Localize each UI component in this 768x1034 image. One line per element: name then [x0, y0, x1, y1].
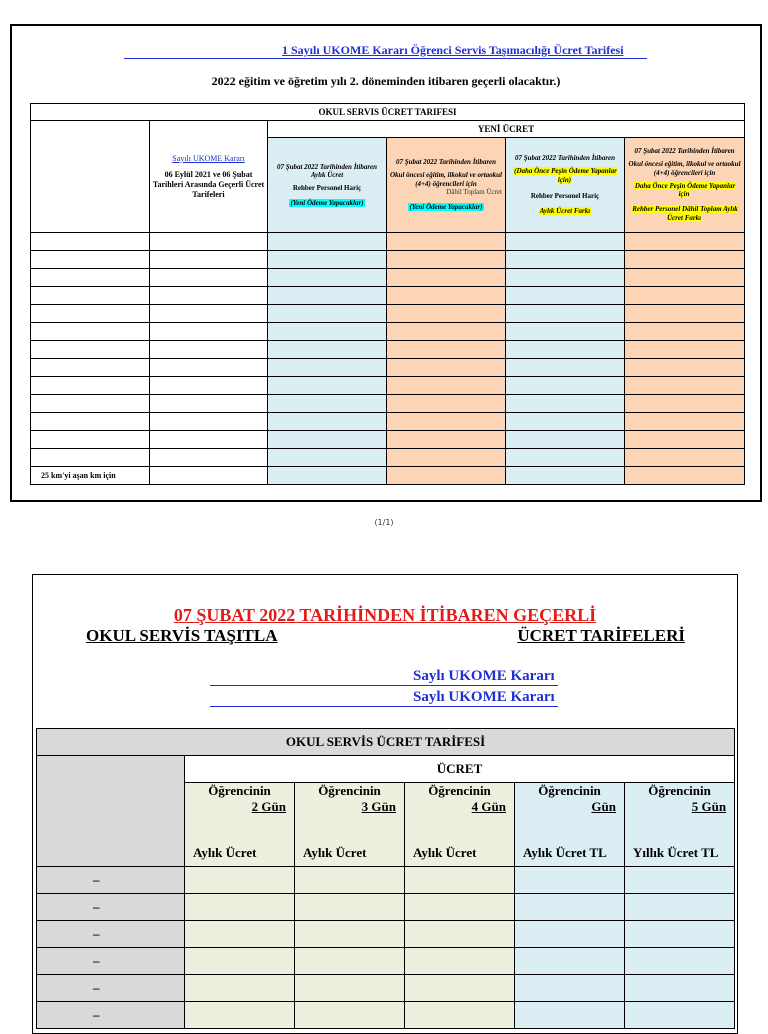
old-rate-text: 06 Eylül 2021 ve 06 Şubat Tarihleri Arasında Geçerli Ücret Tarifeleri [152, 169, 265, 199]
column-header-fee: Aylık Ücret TL [523, 845, 607, 860]
column-header-name: Öğrencinin [318, 783, 381, 798]
col-header-1 [268, 138, 387, 233]
table-cell [268, 377, 387, 395]
table-row [31, 413, 745, 431]
table-cell [31, 323, 150, 341]
table-cell [405, 948, 515, 975]
table-row [31, 431, 745, 449]
table-cell [387, 251, 506, 269]
table-cell [150, 251, 268, 269]
table-cell [268, 359, 387, 377]
col-header-2 [387, 138, 506, 233]
table-row [37, 867, 735, 894]
column-header-name: Öğrencinin [208, 783, 271, 798]
table-cell [515, 948, 625, 975]
table-cell [625, 233, 745, 251]
table-cell [506, 269, 625, 287]
table-cell [506, 431, 625, 449]
table-cell [150, 323, 268, 341]
table-cell [31, 449, 150, 467]
column-header-fee: Yıllık Ücret TL [633, 845, 719, 860]
table-cell [185, 975, 295, 1002]
table-cell [405, 1002, 515, 1029]
table-cell [515, 975, 625, 1002]
empty-header-cell [31, 121, 150, 233]
table-cell [506, 233, 625, 251]
table-row [31, 449, 745, 467]
table-cell [515, 894, 625, 921]
table-cell [150, 395, 268, 413]
table-cell [387, 449, 506, 467]
col-header-4 [625, 138, 745, 233]
table-cell [387, 287, 506, 305]
table-cell [625, 467, 745, 485]
last-row-label: 25 km'yi aşan km için [31, 467, 150, 485]
table-cell [506, 341, 625, 359]
table-cell [268, 449, 387, 467]
table-cell [405, 975, 515, 1002]
table-cell [268, 341, 387, 359]
col3-line2: Rehber Personel Hariç [530, 192, 600, 201]
table-cell [625, 251, 745, 269]
table-cell [295, 921, 405, 948]
ukome-underline-1 [210, 685, 558, 686]
row-label-dash: – [37, 921, 185, 948]
column-header [295, 783, 405, 867]
column-header-fee: Aylık Ücret [303, 845, 367, 860]
table-cell [268, 323, 387, 341]
table-cell [625, 269, 745, 287]
column-header-name: Öğrencinin [428, 783, 491, 798]
page-counter: (1/1) [374, 518, 394, 527]
table-row [31, 323, 745, 341]
table-cell [268, 251, 387, 269]
table-row [31, 287, 745, 305]
table-row [31, 359, 745, 377]
table-row [31, 341, 745, 359]
table-cell [150, 233, 268, 251]
table-cell [31, 359, 150, 377]
page2-subtitle-left: OKUL SERVİS TAŞITLA [86, 626, 278, 645]
ukome-link[interactable]: Sayılı UKOME Kararı [172, 153, 245, 163]
column-header-days: 3 Gün [361, 799, 396, 814]
table-cell [150, 413, 268, 431]
table-cell [405, 867, 515, 894]
table-cell [387, 377, 506, 395]
table-row [37, 948, 735, 975]
table-cell [625, 305, 745, 323]
table-cell [268, 305, 387, 323]
table-cell [625, 894, 735, 921]
col4-highlight1: Daha Önce Peşin Ödeme Yapanlar için [634, 181, 736, 199]
table-cell [405, 894, 515, 921]
table-cell [150, 305, 268, 323]
table-row [31, 467, 745, 485]
column-header [515, 783, 625, 867]
new-fee-header: YENİ ÜCRET [268, 121, 745, 138]
table-cell [150, 431, 268, 449]
table-cell [268, 233, 387, 251]
col3-line1: 07 Şubat 2022 Tarihinden İtibaren [514, 154, 616, 163]
col2-line1: 07 Şubat 2022 Tarihinden İtibaren [395, 158, 497, 167]
col3-highlight1: (Daha Önce Peşin Ödeme Yapanlar için) [514, 166, 617, 184]
table-row [37, 1002, 735, 1029]
table-cell [506, 287, 625, 305]
table-cell [506, 467, 625, 485]
table-cell [405, 921, 515, 948]
table-cell [625, 449, 745, 467]
table-cell [268, 287, 387, 305]
row-label-dash: – [37, 1002, 185, 1029]
fee-header: ÜCRET [185, 756, 735, 783]
row-label-dash: – [37, 948, 185, 975]
col-header-3 [506, 138, 625, 233]
table-cell [185, 894, 295, 921]
column-header-fee: Aylık Ücret [413, 845, 477, 860]
ukome-link-1[interactable]: Saylı UKOME Kararı [413, 668, 555, 684]
table-cell [515, 921, 625, 948]
table-cell [387, 269, 506, 287]
table-cell [506, 323, 625, 341]
page1-title: 1 Sayılı UKOME Kararı Öğrenci Servis Taşımacılığı Ücret Tarifesi [282, 43, 624, 57]
col4-line2: Okul öncesi eğitim, ilkokul ve ortaokul (4+4) öğrencileri için [628, 160, 741, 177]
table-row [31, 377, 745, 395]
table-cell [506, 413, 625, 431]
column-header-name: Öğrencinin [538, 783, 601, 798]
table-cell [625, 377, 745, 395]
table-row [31, 251, 745, 269]
table-cell [625, 975, 735, 1002]
table-cell [506, 251, 625, 269]
table-cell [387, 341, 506, 359]
table-cell [387, 413, 506, 431]
empty-header-cell-2 [37, 756, 185, 867]
col2-line3: Dâhil Toplam Ücret [446, 188, 502, 197]
table-cell [150, 449, 268, 467]
page2-subtitle-right: ÜCRET TARİFELERİ [517, 626, 685, 645]
table2-title: OKUL SERVİS ÜCRET TARİFESİ [37, 729, 735, 756]
table-cell [185, 948, 295, 975]
column-header-days: 5 Gün [691, 799, 727, 814]
row-label-dash: – [37, 867, 185, 894]
table-cell [295, 1002, 405, 1029]
table-title: OKUL SERVIS ÜCRET TARIFESI [31, 104, 745, 121]
table-cell [625, 948, 735, 975]
table-cell [31, 431, 150, 449]
table-cell [387, 233, 506, 251]
table-cell [150, 359, 268, 377]
col1-line1: 07 Şubat 2022 Tarihinden İtibaren Aylık Ücret [276, 162, 378, 180]
table-cell [150, 377, 268, 395]
table-row [37, 921, 735, 948]
ukome-underline-2 [210, 706, 558, 707]
page2-title: 07 ŞUBAT 2022 TARİHİNDEN İTİBAREN GEÇERLİ [173, 605, 597, 625]
table-row [31, 269, 745, 287]
column-header [405, 783, 515, 867]
column-header-name: Öğrencinin [648, 783, 711, 798]
table-cell [295, 867, 405, 894]
table-cell [31, 233, 150, 251]
row-label-dash: – [37, 975, 185, 1002]
document-page-2 [32, 574, 738, 1034]
table-cell [185, 1002, 295, 1029]
table-cell [625, 341, 745, 359]
table-cell [295, 975, 405, 1002]
table-cell [506, 395, 625, 413]
table-cell [625, 1002, 735, 1029]
col3-highlight2: Aylık Ücret Farkı [539, 207, 591, 216]
table-cell [387, 395, 506, 413]
table-cell [31, 251, 150, 269]
table-row [31, 305, 745, 323]
ukome-link-2[interactable]: Saylı UKOME Kararı [413, 689, 555, 705]
table-cell [268, 431, 387, 449]
table-cell [625, 413, 745, 431]
fee-table-2 [36, 728, 735, 1029]
col2-highlight: (Yeni Ödeme Yapacaklar) [409, 203, 483, 212]
table-row [37, 894, 735, 921]
page1-subtitle: 2022 eğitim ve öğretim yılı 2. döneminden itibaren geçerli olacaktır.) [211, 74, 561, 88]
table-cell [185, 867, 295, 894]
column-header-days: Gün [591, 799, 616, 814]
table-cell [31, 305, 150, 323]
table-cell [625, 867, 735, 894]
column-header-days: 2 Gün [251, 799, 286, 814]
table-cell [31, 377, 150, 395]
table-cell [625, 395, 745, 413]
table-cell [31, 413, 150, 431]
fee-table-1 [30, 103, 745, 485]
table-cell [31, 395, 150, 413]
table-row [31, 233, 745, 251]
column-header-days: 4 Gün [471, 799, 506, 814]
table-cell [515, 867, 625, 894]
column-header [185, 783, 295, 867]
col2-line2: Okul öncesi eğitim, ilkokul ve ortaokul (4+4) öğrencileri için [390, 170, 503, 188]
table-row [37, 975, 735, 1002]
col1-line2: Rehber Personel Hariç [292, 184, 362, 192]
column-header-fee: Aylık Ücret [193, 845, 257, 860]
col4-line1: 07 Şubat 2022 Tarihinden İtibaren [634, 147, 735, 156]
table-cell [625, 359, 745, 377]
table-cell [268, 269, 387, 287]
table-cell [506, 449, 625, 467]
table-cell [150, 341, 268, 359]
table-cell [31, 287, 150, 305]
fee-table-1-body [31, 233, 745, 485]
table-cell [387, 305, 506, 323]
table-cell [150, 269, 268, 287]
table-row [31, 395, 745, 413]
table-cell [506, 305, 625, 323]
table-cell [387, 431, 506, 449]
document-page-1 [10, 24, 762, 502]
table-cell [387, 467, 506, 485]
table-cell [506, 377, 625, 395]
table-cell [387, 359, 506, 377]
column-header [625, 783, 735, 867]
col4-highlight2: Rehber Personel Dâhil Toplam Aylık Ücret Farkı [632, 205, 738, 222]
row-label-dash: – [37, 894, 185, 921]
table-cell [515, 1002, 625, 1029]
fee-table-2-body [37, 867, 735, 1029]
table-cell [625, 287, 745, 305]
table-cell [268, 395, 387, 413]
table-cell [31, 269, 150, 287]
table-cell [31, 341, 150, 359]
table-cell [268, 467, 387, 485]
old-rate-cell [150, 121, 268, 233]
table-cell [295, 894, 405, 921]
col1-highlight: (Yeni Ödeme Yapacaklar) [290, 198, 364, 207]
table-cell [150, 467, 268, 485]
title-underline [124, 58, 647, 59]
table-cell [387, 323, 506, 341]
table-cell [150, 287, 268, 305]
table-cell [295, 948, 405, 975]
table-cell [625, 431, 745, 449]
table-cell [185, 921, 295, 948]
table-cell [625, 921, 735, 948]
table-cell [625, 323, 745, 341]
table-cell [268, 413, 387, 431]
table-cell [506, 359, 625, 377]
